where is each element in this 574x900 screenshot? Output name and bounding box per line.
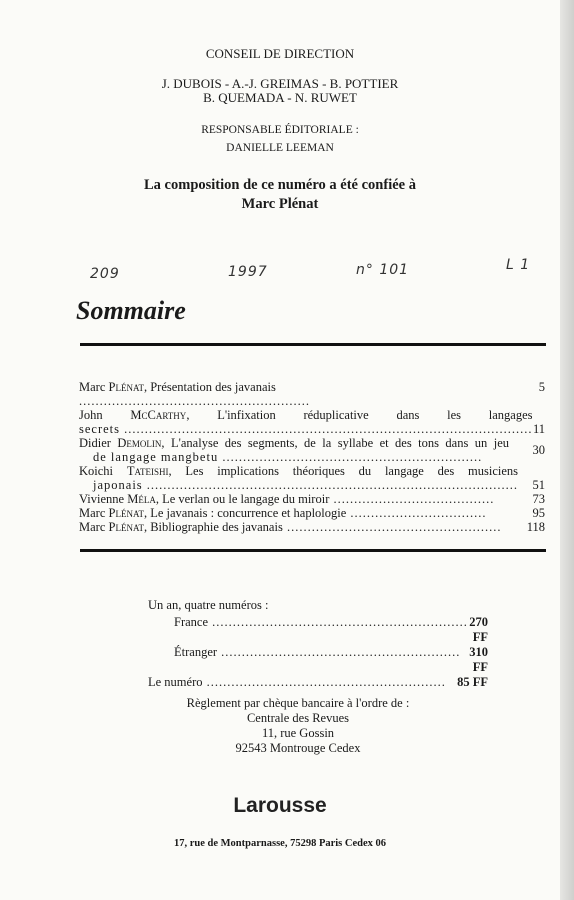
page-number: 73	[532, 492, 545, 506]
price-row	[148, 675, 488, 690]
author-first: Didier	[79, 436, 111, 450]
page-number: 51	[532, 478, 545, 492]
article-title: , Présentation des javanais	[143, 380, 276, 394]
article-title: , Le verlan ou le langage du miroir	[155, 492, 330, 506]
subscription-prices	[148, 598, 488, 690]
leader-dots: ..........................................................	[217, 645, 461, 659]
handwritten-note: 209	[90, 266, 120, 282]
author-first: Marc	[79, 380, 106, 394]
author-first: Marc	[79, 520, 106, 534]
page-number: 11	[532, 422, 545, 436]
page-number: 118	[526, 520, 545, 534]
subscription-intro	[148, 598, 488, 613]
publisher-logo: Larousse	[233, 794, 327, 817]
top-rule	[80, 343, 546, 346]
leader-dots: ....................................................	[282, 520, 502, 534]
table-of-contents	[79, 380, 545, 534]
subscription-intro-text: Un an, quatre numéros :	[148, 598, 269, 612]
payment-line2: Centrale des Revues	[246, 711, 350, 725]
toc-entry	[79, 520, 545, 534]
author-last: McCarthy	[130, 408, 187, 422]
sommaire-heading: Sommaire	[76, 296, 186, 325]
handwritten-note: 1997	[228, 264, 268, 280]
price-label: Étranger	[174, 645, 218, 659]
leader-dots: .................................	[346, 506, 487, 520]
author-last: Plénat	[108, 520, 144, 534]
price-row	[148, 615, 488, 645]
page-number: 30	[532, 443, 545, 457]
page-number: 95	[532, 506, 545, 520]
handwritten-note: L 1	[506, 257, 531, 273]
author-last: Plénat	[108, 506, 144, 520]
article-title-cont: japonais ..........................................................................................	[93, 478, 519, 492]
toc-entry	[79, 436, 545, 464]
toc-entry	[79, 464, 545, 492]
leader-dots: .......................................	[329, 492, 495, 506]
publisher-address: 17, rue de Montparnasse, 75298 Paris Cedex 06	[173, 838, 387, 849]
composition-line1: La composition de ce numéro a été confiée à	[144, 177, 416, 193]
article-title: , L'infixation réduplicative dans les langages	[186, 408, 533, 422]
toc-entry	[79, 408, 545, 436]
article-title: , L'analyse des segments, de la syllabe et des tons dans un jeu	[161, 436, 510, 450]
toc-entry	[79, 492, 545, 506]
article-title-cont: de langage mangbetu ...............................................................	[93, 450, 483, 464]
price-label: Le numéro	[148, 675, 203, 689]
leader-dots: ........................................................	[79, 394, 310, 408]
author-last: Demolin	[117, 436, 162, 450]
article-title-cont: secrets ...................................................................................................	[79, 422, 533, 436]
author-last: Plénat	[108, 380, 144, 394]
leader-dots: ..............................................................	[208, 615, 468, 629]
payment-line3: 11, rue Gossin	[261, 726, 335, 740]
price-value: 310 FF	[469, 645, 488, 674]
composition-line2: Marc Plénat	[241, 196, 319, 212]
editor-name: DANIELLE LEEMAN	[226, 142, 334, 154]
leader-dots: ..........................................................	[202, 675, 446, 689]
author-first: Vivienne	[79, 492, 125, 506]
handwritten-note: n° 101	[356, 262, 410, 278]
price-value: 270 FF	[469, 615, 488, 644]
payment-line4: 92543 Montrouge Cedex	[235, 741, 361, 755]
page-number: 5	[538, 380, 545, 394]
payment-line1: Règlement par chèque bancaire à l'ordre de :	[186, 696, 410, 710]
price-row	[148, 645, 488, 675]
article-title: , Bibliographie des javanais	[143, 520, 283, 534]
article-title: , Le javanais : concurrence et haplologie	[143, 506, 347, 520]
page-edge	[560, 0, 574, 900]
author-last: Méla	[127, 492, 156, 506]
author-first: Marc	[79, 506, 106, 520]
editor-title: RESPONSABLE ÉDITORIALE :	[201, 124, 359, 136]
toc-entry	[79, 506, 545, 520]
board-members-line2: B. QUEMADA - N. RUWET	[203, 90, 357, 105]
board-title: CONSEIL DE DIRECTION	[205, 46, 355, 61]
author-last: Tateishi	[126, 464, 169, 478]
price-value: 85 FF	[457, 675, 488, 689]
bottom-rule	[80, 549, 546, 552]
author-first: John	[79, 408, 103, 422]
article-title: , Les implications théoriques du langage des musiciens	[168, 464, 519, 478]
price-label: France	[174, 615, 209, 629]
author-first: Koichi	[79, 464, 114, 478]
toc-entry	[79, 380, 545, 408]
board-members-line1: J. DUBOIS - A.-J. GREIMAS - B. POTTIER	[161, 76, 399, 91]
